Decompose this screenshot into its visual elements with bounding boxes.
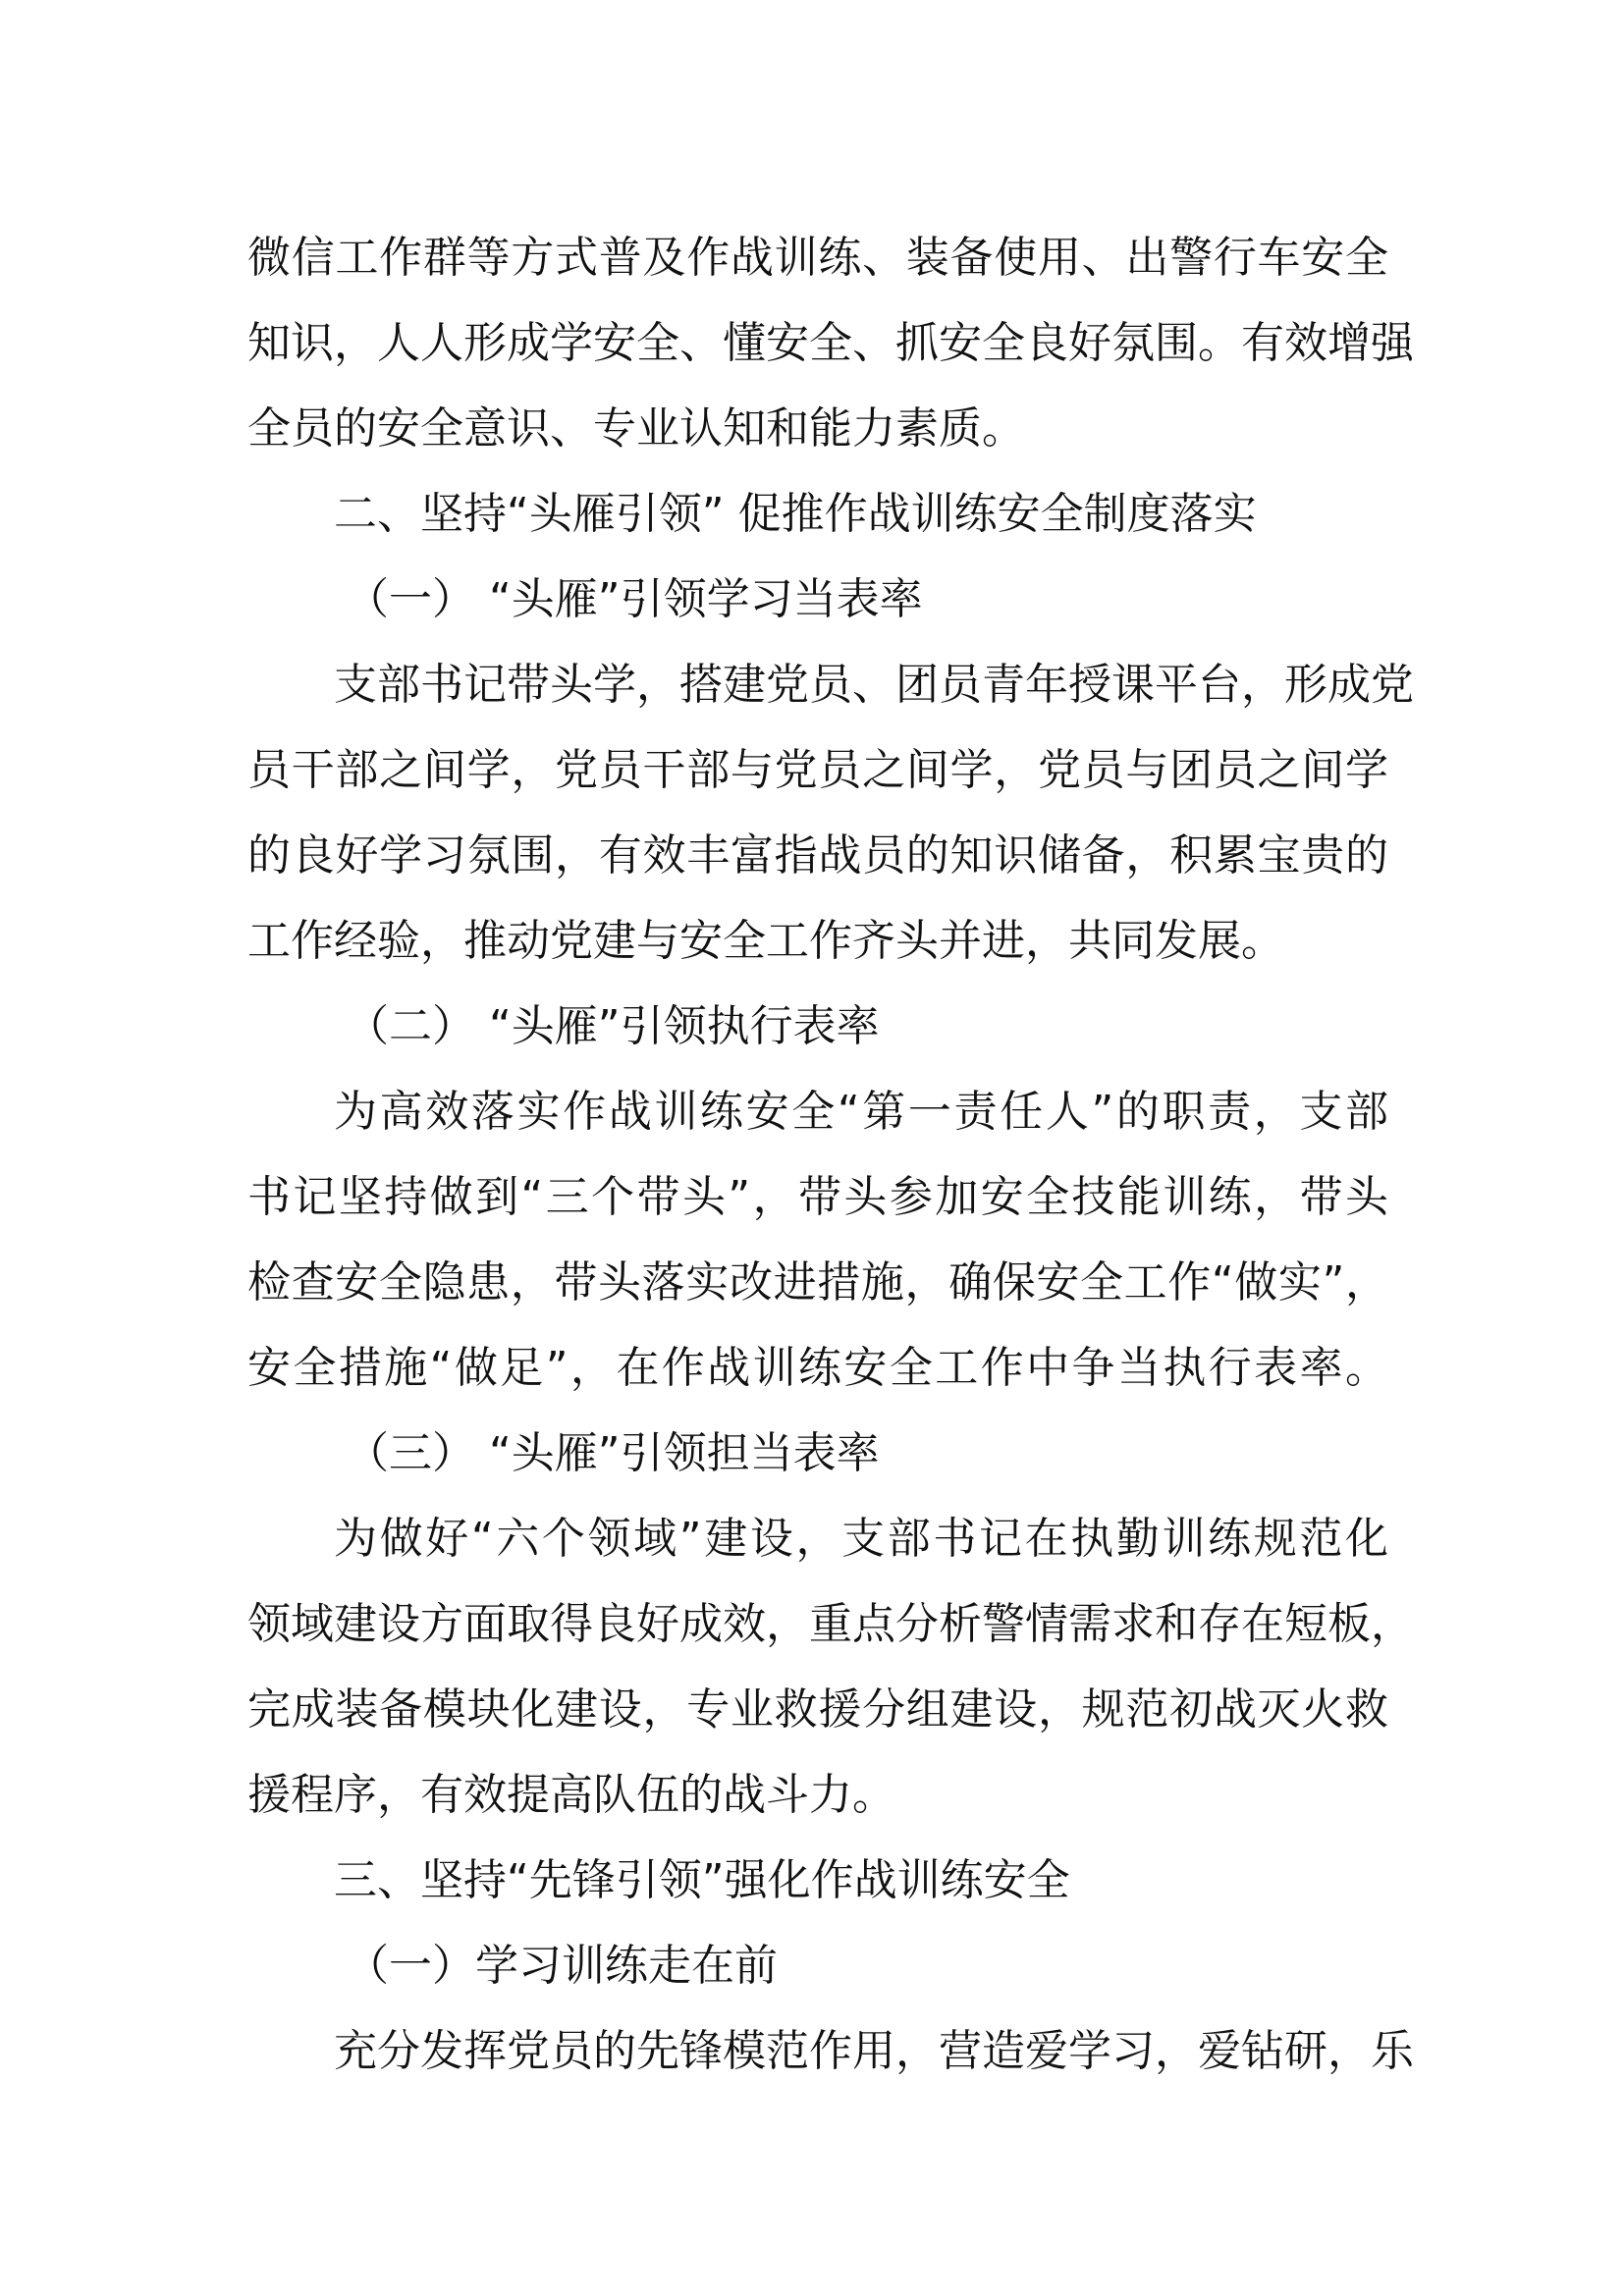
paragraph-line: 充分发挥党员的先锋模范作用，营造爱学习，爱钻研，乐 bbox=[334, 2026, 1414, 2076]
paragraph-line: 支部书记带头学，搭建党员、团员青年授课平台，形成党 bbox=[334, 660, 1414, 710]
paragraph-line: 知识，人人形成学安全、懂安全、抓安全良好氛围。有效增强 bbox=[247, 318, 1414, 368]
paragraph-line: 检查安全隐患，带头落实改进措施，确保安全工作“做实”， bbox=[247, 1257, 1388, 1308]
paragraph-line: 微信工作群等方式普及作战训练、装备使用、出警行车安全 bbox=[247, 233, 1388, 283]
paragraph-line: 全员的安全意识、专业认知和能力素质。 bbox=[247, 403, 1025, 454]
document-body bbox=[247, 215, 1414, 2094]
paragraph-line: 为高效落实作战训练安全“第一责任人”的职责，支部 bbox=[334, 1087, 1388, 1137]
paragraph-line: 领域建设方面取得良好成效，重点分析警情需求和存在短板， bbox=[247, 1599, 1414, 1649]
paragraph-line: 的良好学习氛围，有效丰富指战员的知识储备，积累宝贵的 bbox=[247, 830, 1388, 881]
section-heading: 二、坚持“头雁引领” 促推作战训练安全制度落实 bbox=[334, 489, 1257, 539]
section-heading: （二） “头雁”引领执行表率 bbox=[346, 1001, 880, 1051]
paragraph-line: 援程序，有效提高队伍的战斗力。 bbox=[247, 1770, 895, 1820]
section-heading: （三） “头雁”引领担当表率 bbox=[346, 1428, 880, 1478]
paragraph-line: 安全措施“做足”，在作战训练安全工作中争当执行表率。 bbox=[247, 1343, 1388, 1393]
section-heading: （一） “头雁”引领学习当表率 bbox=[346, 574, 923, 624]
paragraph-line: 书记坚持做到“三个带头”，带头参加安全技能训练，带头 bbox=[247, 1172, 1388, 1222]
paragraph-line: 为做好“六个领域”建设，支部书记在执勤训练规范化 bbox=[334, 1514, 1388, 1564]
paragraph-line: 完成装备模块化建设，专业救援分组建设，规范初战灭火救 bbox=[247, 1684, 1388, 1735]
paragraph-line: 员干部之间学，党员干部与党员之间学，党员与团员之间学 bbox=[247, 745, 1388, 795]
section-heading: （一）学习训练走在前 bbox=[346, 1941, 778, 1991]
section-heading: 三、坚持“先锋引领”强化作战训练安全 bbox=[334, 1855, 1070, 1905]
paragraph-line: 工作经验，推动党建与安全工作齐头并进，共同发展。 bbox=[247, 916, 1284, 966]
